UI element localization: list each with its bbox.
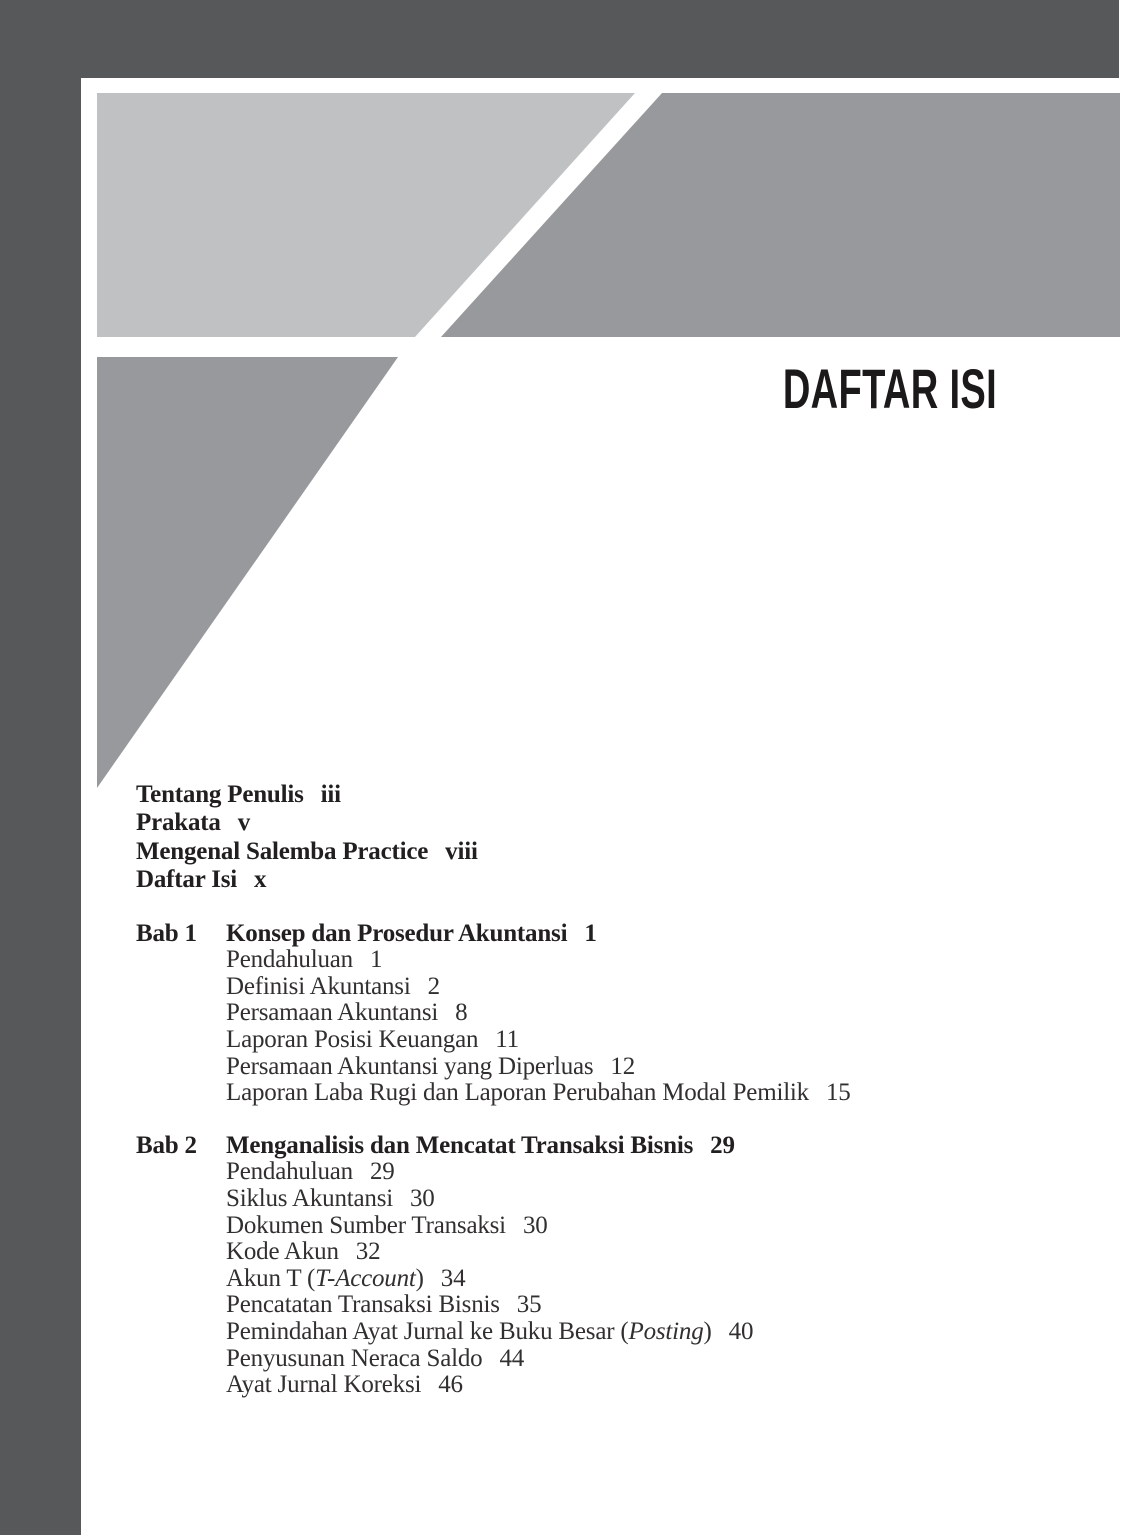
toc-item: [226, 1027, 1036, 1054]
toc-item: [226, 1000, 1036, 1027]
toc-item-label: Daftar Isi: [136, 866, 238, 894]
toc-item: [226, 1346, 1036, 1373]
toc-item: [226, 1054, 1036, 1081]
toc-item: [226, 1239, 1036, 1266]
toc-item-page: 1: [369, 946, 383, 974]
toc-item-label: Penyusunan Neraca Saldo: [226, 1344, 483, 1372]
toc-item: [226, 974, 1036, 1001]
chapters: [136, 921, 1036, 1399]
toc-item-page: 30: [522, 1211, 548, 1239]
toc-item-page: 35: [516, 1291, 542, 1319]
front-matter-item: [136, 781, 1036, 809]
front-matter-list: [136, 781, 1036, 895]
page-title: DAFTAR ISI: [782, 357, 997, 420]
toc-item: [226, 1266, 1036, 1293]
toc-item-label-segment: Akun T (: [226, 1264, 316, 1292]
toc-item-label: Dokumen Sumber Transaksi: [226, 1211, 506, 1239]
chapter-heading: [136, 921, 1036, 948]
toc-item: [226, 1159, 1036, 1186]
chapter-title-row: [226, 921, 597, 948]
decor-medium-gray-triangle: [97, 357, 398, 788]
toc-item-page: 11: [495, 1026, 519, 1053]
toc-item-label-segment: Pemindahan Ayat Jurnal ke Buku Besar (: [226, 1317, 629, 1345]
toc-item-page: x: [254, 866, 267, 894]
front-matter-item: [136, 838, 1036, 866]
toc-item-label: Tentang Penulis: [136, 781, 304, 808]
toc-item-label: Siklus Akuntansi: [226, 1184, 393, 1212]
chapter-title: Konsep dan Prosedur Akuntansi: [226, 919, 568, 947]
toc-item: [226, 1080, 1036, 1107]
toc-item-page: 44: [499, 1344, 525, 1372]
toc-item-label: Persamaan Akuntansi yang Diperluas: [226, 1052, 594, 1080]
chapter-number: Bab 2: [136, 1131, 197, 1159]
toc-item-label: Pendahuluan: [226, 1158, 353, 1186]
toc-item-page: 12: [610, 1052, 636, 1080]
toc-item: [226, 1213, 1036, 1240]
front-matter-item: [136, 809, 1036, 837]
toc-item: [226, 1292, 1036, 1319]
toc-item-label: Pendahuluan: [226, 946, 353, 974]
toc-item-page: v: [237, 809, 251, 837]
toc-item-page: 1: [584, 919, 597, 947]
table-of-contents: [136, 781, 1036, 1399]
frame-top-band: [0, 0, 1119, 78]
toc-item-page: viii: [445, 837, 478, 865]
toc-item: [226, 1372, 1036, 1399]
toc-item-label-segment: ): [415, 1264, 424, 1292]
toc-item-label: Persamaan Akuntansi: [226, 999, 439, 1027]
toc-item-label: Laporan Laba Rugi dan Laporan Perubahan Modal Pemilik: [226, 1079, 809, 1107]
toc-item: [226, 1186, 1036, 1213]
toc-item-label: Laporan Posisi Keuangan: [226, 1026, 479, 1053]
toc-item-page: 2: [427, 972, 440, 1000]
toc-item: [226, 1319, 1036, 1346]
toc-item-label: Mengenal Salemba Practice: [136, 837, 429, 865]
toc-item-label: Kode Akun: [226, 1238, 339, 1266]
toc-item-label: Prakata: [136, 809, 221, 837]
chapter-item-list: [226, 947, 1036, 1107]
frame-left-band: [0, 0, 81, 1535]
toc-item-page: 29: [369, 1158, 395, 1186]
toc-item-page: 29: [710, 1131, 735, 1159]
toc-item-page: 30: [409, 1184, 435, 1212]
chapter-block: [136, 921, 1036, 1107]
chapter-block: [136, 1133, 1036, 1399]
toc-item-label: Ayat Jurnal Koreksi: [226, 1371, 422, 1399]
toc-item-page: 46: [438, 1371, 463, 1399]
toc-item-label-segment: Posting: [628, 1317, 704, 1345]
toc-item-page: 40: [728, 1317, 754, 1345]
toc-item-page: 15: [825, 1079, 851, 1107]
toc-item: [226, 947, 1036, 974]
chapter-title-row: [226, 1133, 735, 1160]
chapter-item-list: [226, 1159, 1036, 1398]
toc-item-label-segment: ): [703, 1317, 712, 1345]
page-title-row: [0, 357, 997, 420]
chapter-number: Bab 1: [136, 919, 197, 947]
toc-item-page: 8: [455, 999, 468, 1027]
front-matter-item: [136, 866, 1036, 894]
toc-item-page: 32: [355, 1238, 381, 1266]
toc-item-label: Pencatatan Transaksi Bisnis: [226, 1291, 500, 1319]
toc-item-page: 34: [440, 1264, 466, 1292]
toc-item-page: iii: [320, 781, 341, 808]
chapter-heading: [136, 1133, 1036, 1160]
toc-item-label-segment: T-Account: [315, 1264, 416, 1292]
toc-item-label: Definisi Akuntansi: [226, 972, 411, 1000]
chapter-title: Menganalisis dan Mencatat Transaksi Bisnis: [226, 1131, 694, 1159]
